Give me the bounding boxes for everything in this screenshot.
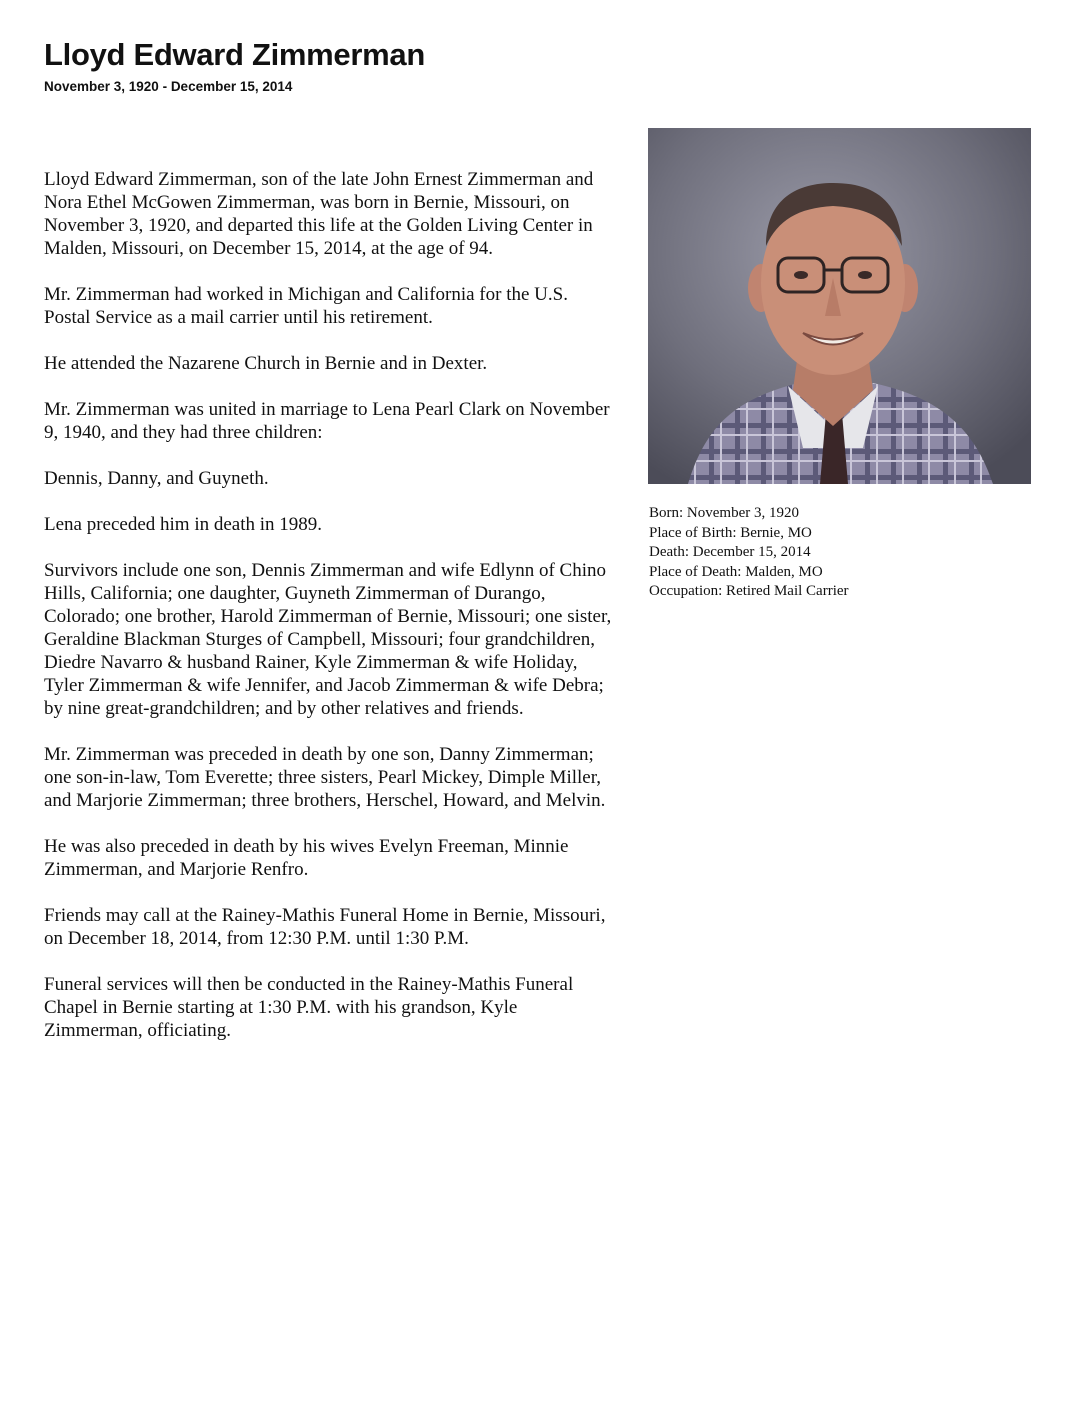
paragraph-preceded: Mr. Zimmerman was preceded in death by one son, Danny Zimmerman; one son-in-law, Tom Everette; three sisters, Pearl Mickey, Dimple Miller, and Marjorie Zimmerman; three brothers, Herschel, Howard, and Melvin. [44,744,606,811]
paragraph-children: Dennis, Danny, and Guyneth. [44,468,269,489]
paragraph-church: He attended the Nazarene Church in Bernie and in Dexter. [44,353,488,374]
paragraph-funeral: Funeral services will then be conducted in the Rainey-Mathis Funeral Chapel in Bernie starting at 1:30 P.M. with his grandson, Kyle Zimmerman, officiating. [44,974,574,1041]
vital-facts [649,504,849,602]
paragraph-spouse-death: Lena preceded him in death in 1989. [44,514,323,535]
obituary-name: Lloyd Edward Zimmerman [44,37,425,72]
obituary-body [44,168,614,1065]
life-dates: November 3, 1920 - December 15, 2014 [44,79,293,94]
paragraph-wives: He was also preceded in death by his wives Evelyn Freeman, Minnie Zimmerman, and Marjorie Renfro. [44,836,569,880]
paragraph-birth: Lloyd Edward Zimmerman, son of the late John Ernest Zimmerman and Nora Ethel McGowen Zimmerman, was born in Bernie, Missouri, on November 3, 1920, and departed this life at the Golden Living Center in Malden, Missouri, on December 15, 2014, at the age of 94. [44,169,594,259]
fact-birthplace: Place of Birth: Bernie, MO [649,524,812,541]
paragraph-marriage: Mr. Zimmerman was united in marriage to Lena Pearl Clark on November 9, 1940, and they had three children: [44,399,610,443]
fact-born: Born: November 3, 1920 [649,505,799,521]
fact-occupation: Occupation: Retired Mail Carrier [649,583,849,599]
paragraph-survivors: Survivors include one son, Dennis Zimmerman and wife Edlynn of Chino Hills, California; one daughter, Guyneth Zimmerman of Durango, Colorado; one brother, Harold Zimmerman of Bernie, Missouri; one sister, Geraldine Blackman Sturges of Campbell, Missouri; four grandchildren, Diedre Navarro & husband Rainer, Kyle Zimmerman & wife Holiday, Tyler Zimmerman & wife Jennifer, and Jacob Zimmerman & wife Debra; by nine great-grandchildren; and by other relatives and friends. [44,560,612,719]
paragraph-visitation: Friends may call at the Rainey-Mathis Funeral Home in Bernie, Missouri, on December 18, 2014, from 12:30 P.M. until 1:30 P.M. [44,905,606,949]
fact-deathplace: Place of Death: Malden, MO [649,563,823,580]
portrait-photo [648,128,1031,484]
paragraph-career: Mr. Zimmerman had worked in Michigan and California for the U.S. Postal Service as a mail carrier until his retirement. [44,284,568,328]
fact-death: Death: December 15, 2014 [649,544,811,560]
